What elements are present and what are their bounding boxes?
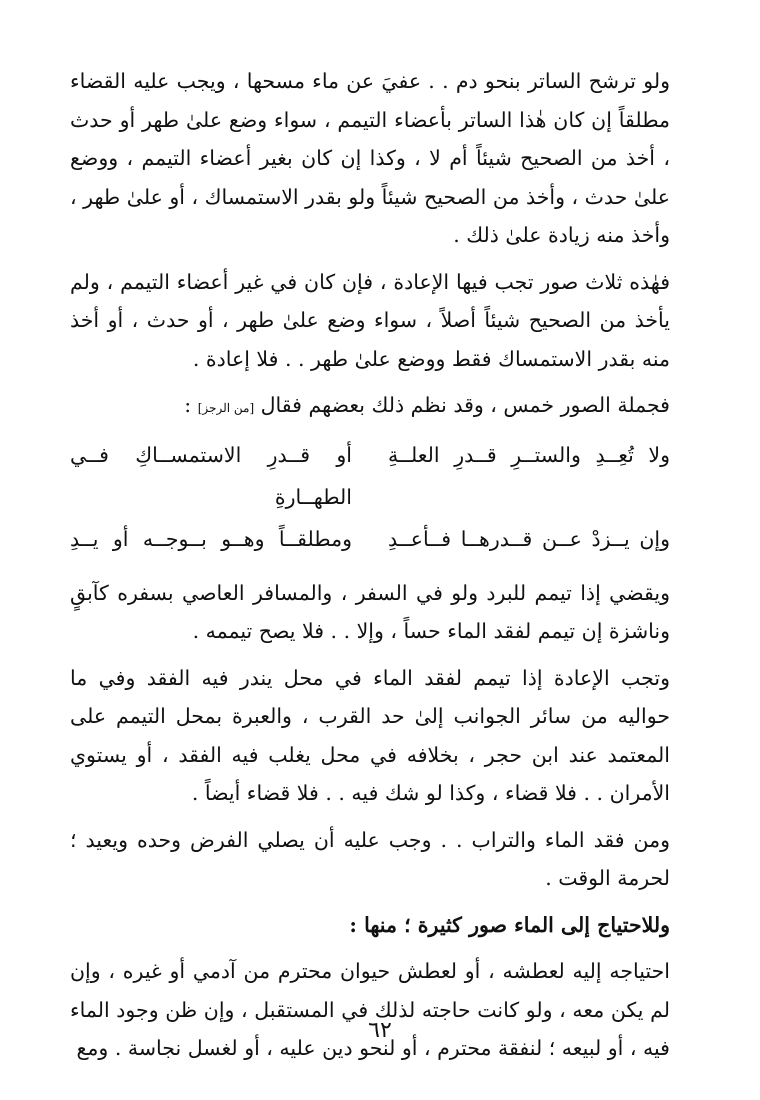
section-heading-need-for-water: وللاحتياج إلى الماء صور كثيرة ؛ منها :: [349, 912, 670, 937]
meter-reference: [من الرجز]: [197, 401, 255, 415]
page-number: ٦٢: [368, 1018, 392, 1043]
poem-intro-colon: :: [184, 393, 192, 417]
verse-2-second-hemistich: ومطلقــاً وهــو بــوجــه أو يــدِ: [70, 526, 352, 551]
paragraph-cold-travel: ويقضي إذا تيمم للبرد ولو في السفر ، والمسافر العاصي بسفره كآبقٍ وناشزة إن تيمم لفقد الماء حساً ، وإلا . . فلا يصح تيممه .: [70, 580, 670, 643]
poem: [70, 434, 670, 560]
poem-verse-2: [70, 518, 670, 560]
verse-2-first-hemistich: وإن يــزدْ عــن قــدرهــا فــأعــدِ: [388, 526, 670, 551]
paragraph-wound-dressing: ولو ترشح الساتر بنحو دم . . عفيَ عن ماء مسحها ، ويجب عليه القضاء مطلقاً إن كان هٰذا الساتر بأعضاء التيمم ، سواء وضع علىٰ طهر أو حدث ، أخذ من الصحيح شيئاً أم لا ، وكذا إن كان بغير أعضاء التيمم ، ووضع علىٰ حدث ، وأخذ من الصحيح شيئاً ولو بقدر الاستمساك ، أو علىٰ طهر ، وأخذ منه زيادة علىٰ ذلك .: [70, 69, 670, 247]
paragraph-three-cases: فهٰذه ثلاث صور تجب فيها الإعادة ، فإن كان في غير أعضاء التيمم ، ولم يأخذ من الصحيح شيئاً أصلاً ، سواء وضع علىٰ طهر ، أو حدث ، أو أخذ منه بقدر الاستمساك فقط ووضع علىٰ طهر . . فلا إعادة .: [70, 269, 670, 371]
poem-intro: [70, 386, 670, 428]
paragraph-repetition: وتجب الإعادة إذا تيمم لفقد الماء في محل يندر فيه الفقد وفي ما حواليه من سائر الجوانب إلىٰ حد القرب ، والعبرة بمحل التيمم على المعتمد عند ابن حجر ، بخلافه في محل يغلب فيه الفقد ، أو يستوي الأمران . . فلا قضاء ، وكذا لو شك فيه . . فلا قضاء أيضاً .: [70, 665, 670, 805]
paragraph-need-cases: احتياجه إليه لعطشه ، أو لعطش حيوان محترم من آدمي أو غيره ، وإن لم يكن معه ، ولو كانت حاجته لذلك في المستقبل ، وإن ظن وجود الماء فيه ، أو لبيعه ؛ لنفقة محترم ، أو لنحو دين عليه ، أو لغسل نجاسة . ومع: [70, 959, 670, 1060]
verse-1-second-hemistich: أو قــدرِ الاستمســاكِ فــي الطهــارةِ: [70, 442, 352, 509]
paragraph-no-water-no-dust: ومن فقد الماء والتراب . . وجب عليه أن يصلي الفرض وحده ويعيد ؛ لحرمة الوقت .: [70, 827, 670, 890]
poem-verse-1: [70, 434, 670, 518]
verse-1-first-hemistich: ولا تُعِــدِ والستــرِ قــدرِ العلــةِ: [388, 442, 670, 467]
poem-intro-text: فجملة الصور خمس ، وقد نظم ذلك بعضهم فقال: [260, 393, 670, 417]
